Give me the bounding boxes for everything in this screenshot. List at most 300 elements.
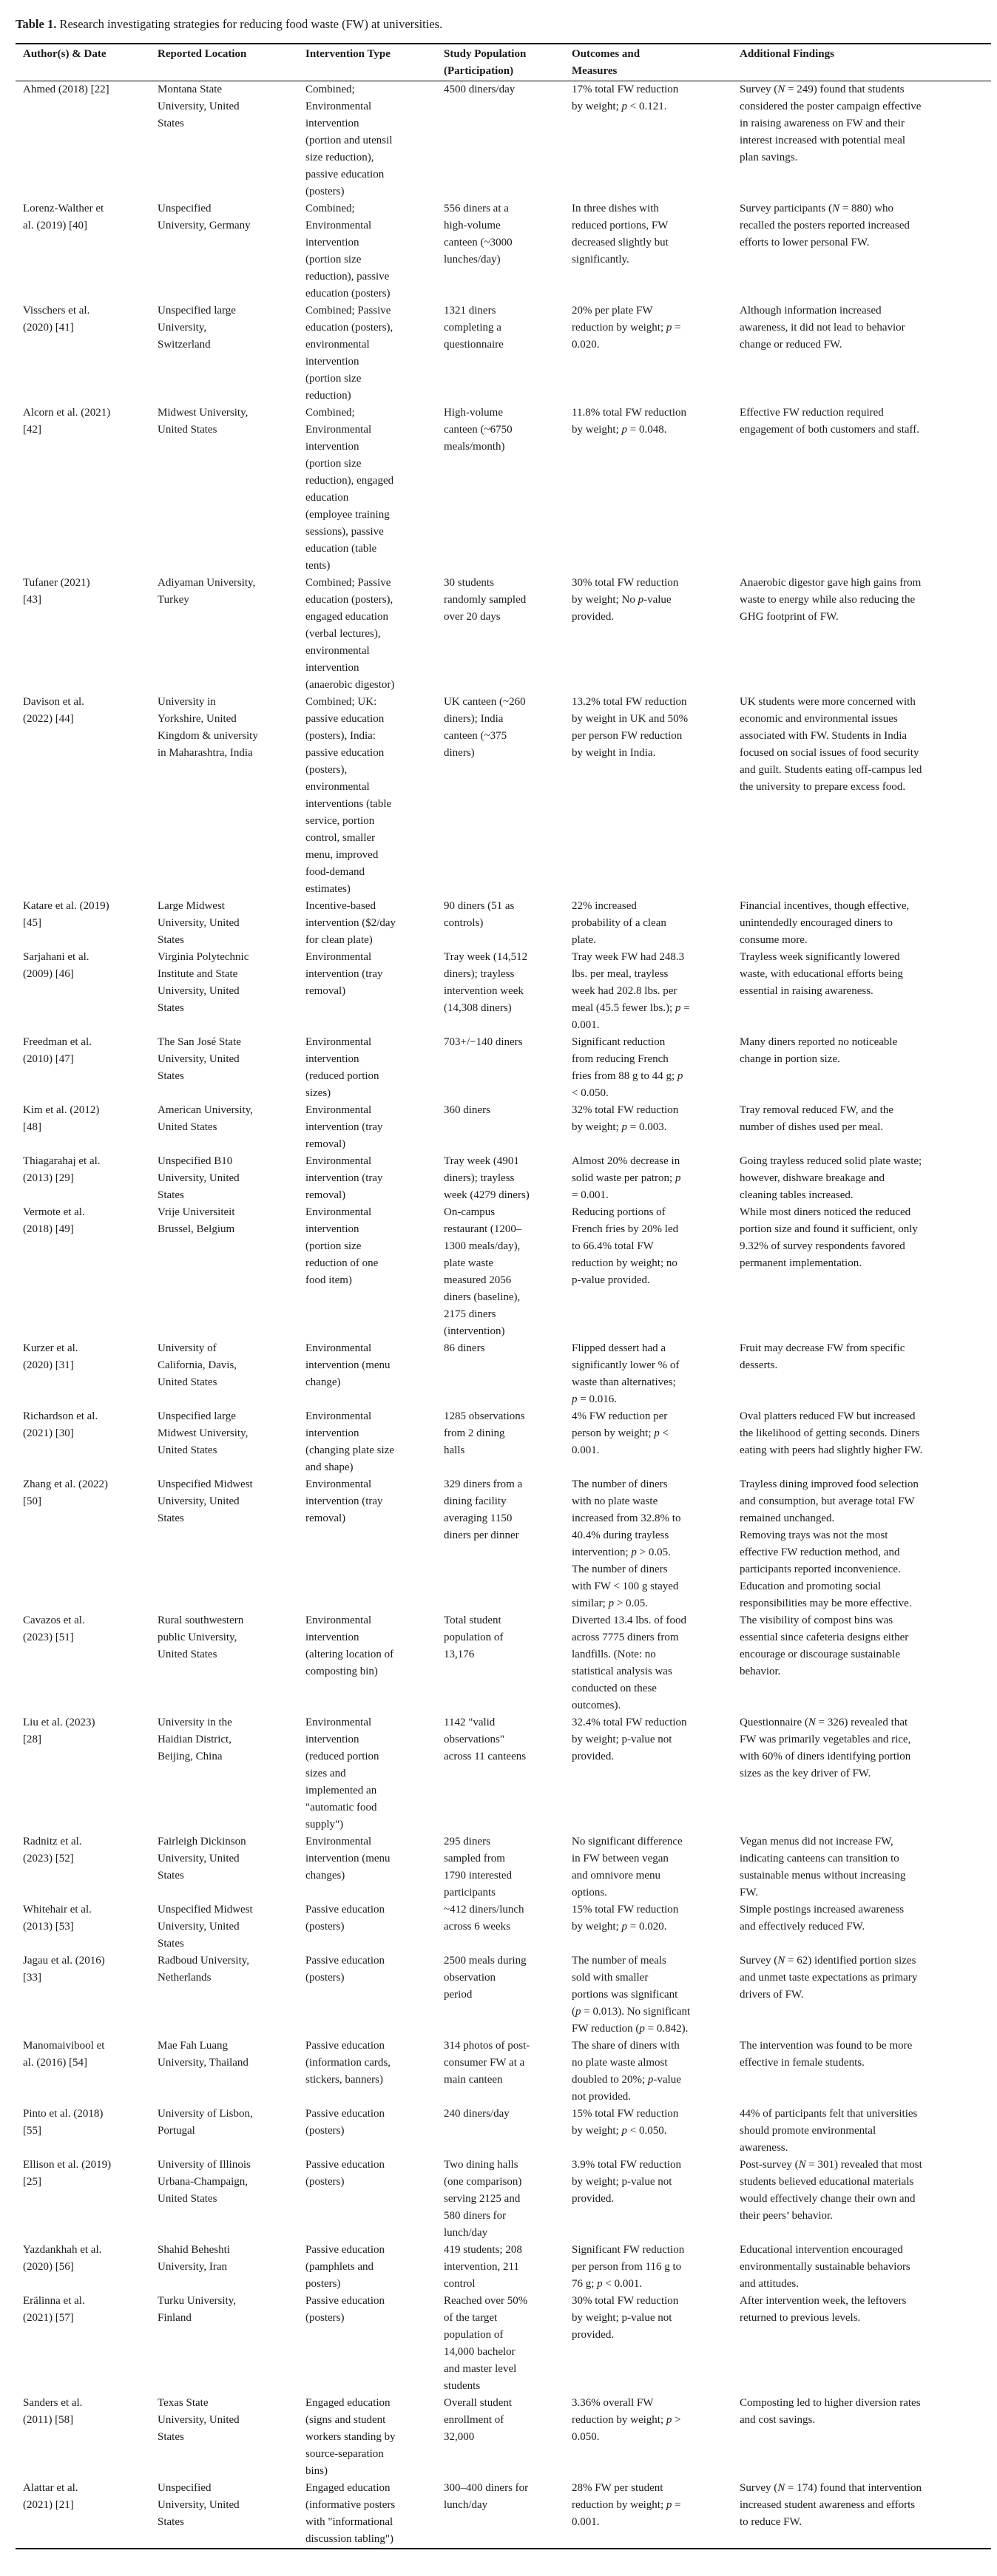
text-line: 30 students: [444, 577, 494, 589]
cell-intervention-type: [298, 575, 436, 694]
text-line: States: [158, 2431, 184, 2443]
text-line: University of Illinois: [158, 2159, 251, 2171]
cell-reported-location: [150, 575, 298, 694]
cell-study-population: [436, 2157, 564, 2242]
text-line: Educational intervention encouraged: [740, 2244, 903, 2256]
text-line: plate waste: [444, 1257, 494, 1269]
text-line: Significant reduction: [572, 1036, 666, 1048]
text-line: Yorkshire, United: [158, 713, 237, 725]
text-line: Reached over 50%: [444, 2295, 528, 2307]
cell-outcomes-measures: [564, 2106, 732, 2157]
cell-author-date: [16, 694, 150, 898]
cell-author-date: [16, 2038, 150, 2106]
text-line: University in: [158, 696, 216, 708]
cell-reported-location: [150, 1204, 298, 1340]
text-line: conducted on these: [572, 1683, 657, 1694]
table-bottom-rule: [16, 2548, 991, 2549]
cell-intervention-type: [298, 2038, 436, 2106]
text-line: University of Lisbon,: [158, 2108, 253, 2120]
cell-study-population: [436, 694, 564, 898]
text-line: population of: [444, 2329, 504, 2341]
text-line: 3.9% total FW reduction: [572, 2159, 682, 2171]
text-line: service, portion: [305, 815, 375, 827]
cell-study-population: [436, 1476, 564, 1612]
text-line: the university to prepare excess food.: [740, 781, 906, 793]
text-line: States: [158, 2516, 184, 2528]
text-line: Tray week FW had 248.3: [572, 951, 685, 963]
text-line: high-volume: [444, 220, 501, 231]
text-line: (changing plate size: [305, 1444, 394, 1456]
text-line: waste, with educational efforts being: [740, 968, 903, 980]
cell-reported-location: [150, 2293, 298, 2395]
table-row: [16, 1714, 991, 1833]
text-line: intervention: [305, 356, 359, 368]
header-study-population: [436, 46, 564, 80]
text-line: Radboud University,: [158, 1955, 250, 1967]
text-line: Questionnaire (N = 326) revealed that: [740, 1717, 908, 1728]
text-line: across 6 weeks: [444, 1921, 510, 1933]
text-line: [42]: [23, 424, 41, 436]
text-line: (2020) [31]: [23, 1359, 74, 1371]
cell-reported-location: [150, 1102, 298, 1153]
cell-author-date: [16, 2480, 150, 2548]
text-line: Portugal: [158, 2125, 195, 2137]
cell-reported-location: [150, 1833, 298, 1901]
cell-intervention-type: [298, 1476, 436, 1612]
text-line: 0.050.: [572, 2431, 600, 2443]
text-line: Midwest University,: [158, 407, 249, 419]
cell-author-date: [16, 2157, 150, 2242]
cell-additional-findings: [732, 1953, 991, 2038]
cell-study-population: [436, 2480, 564, 2548]
text-line: Unspecified B10: [158, 1155, 233, 1167]
text-line: public University,: [158, 1632, 237, 1643]
text-line: (Participation): [444, 65, 514, 77]
cell-outcomes-measures: [564, 694, 732, 898]
text-line: UK students were more concerned with: [740, 696, 916, 708]
cell-additional-findings: [732, 694, 991, 898]
text-line: completing a: [444, 322, 501, 334]
text-line: < 0.050.: [572, 1087, 609, 1099]
text-line: behavior.: [740, 1666, 781, 1677]
text-line: across 11 canteens: [444, 1751, 527, 1762]
text-line: (2023) [51]: [23, 1632, 74, 1643]
text-line: intervention: [305, 237, 359, 249]
cell-intervention-type: [298, 1408, 436, 1476]
cell-author-date: [16, 1034, 150, 1102]
cell-outcomes-measures: [564, 575, 732, 694]
text-line: Whitehair et al.: [23, 1904, 92, 1916]
cell-study-population: [436, 2106, 564, 2157]
cell-intervention-type: [298, 1153, 436, 1204]
text-line: Engaged education: [305, 2482, 391, 2494]
text-line: should promote environmental: [740, 2125, 876, 2137]
text-line: Combined; Passive: [305, 305, 391, 317]
text-line: increased student awareness and efforts: [740, 2499, 916, 2511]
text-line: sampled from: [444, 1853, 505, 1865]
table-row: [16, 1034, 991, 1102]
cell-outcomes-measures: [564, 898, 732, 949]
text-line: Ahmed (2018) [22]: [23, 84, 109, 95]
cell-reported-location: [150, 694, 298, 898]
text-line: (2011) [58]: [23, 2414, 74, 2426]
research-table: [16, 43, 991, 2549]
text-line: food-demand: [305, 866, 365, 878]
text-line: (2009) [46]: [23, 968, 74, 980]
cell-reported-location: [150, 2157, 298, 2242]
text-line: from reducing French: [572, 1053, 669, 1065]
cell-outcomes-measures: [564, 2038, 732, 2106]
header-intervention-type: [298, 46, 436, 80]
text-line: control: [444, 2278, 476, 2290]
text-line: provided.: [572, 611, 615, 623]
text-line: Tufaner (2021): [23, 577, 90, 589]
text-line: to reduce FW.: [740, 2516, 802, 2528]
text-line: Passive education: [305, 2040, 385, 2052]
text-line: (signs and student: [305, 2414, 386, 2426]
cell-intervention-type: [298, 1953, 436, 2038]
text-line: significantly lower % of: [572, 1359, 680, 1371]
text-line: sizes as the key driver of FW.: [740, 1768, 871, 1779]
cell-reported-location: [150, 200, 298, 302]
text-line: environmentally sustainable behaviors: [740, 2261, 910, 2273]
text-line: Environmental: [305, 1478, 372, 1490]
text-line: University, United: [158, 1172, 240, 1184]
text-line: 703+/−140 diners: [444, 1036, 523, 1048]
text-line: education (posters): [305, 288, 391, 300]
cell-reported-location: [150, 2038, 298, 2106]
cell-study-population: [436, 1953, 564, 2038]
text-line: cleaning tables increased.: [740, 1189, 854, 1201]
text-line: University in the: [158, 1717, 232, 1728]
text-line: education (table: [305, 543, 377, 555]
text-line: intervention: [305, 441, 359, 453]
text-line: Vermote et al.: [23, 1206, 85, 1218]
text-line: (2020) [56]: [23, 2261, 74, 2273]
text-line: environmental: [305, 645, 370, 657]
text-line: drivers of FW.: [740, 1989, 804, 2001]
text-line: (posters): [305, 2176, 345, 2188]
cell-study-population: [436, 1612, 564, 1714]
text-line: Virginia Polytechnic: [158, 951, 249, 963]
text-line: FW reduction (p = 0.842).: [572, 2023, 689, 2035]
table-row: [16, 1953, 991, 2038]
text-line: Passive education: [305, 1955, 385, 1967]
text-line: (14,308 diners): [444, 1002, 512, 1014]
text-line: reduction by weight; p =: [572, 2499, 681, 2511]
text-line: passive education: [305, 747, 385, 759]
text-line: (reduced portion: [305, 1070, 379, 1082]
text-line: intervention: [305, 1632, 359, 1643]
text-line: Shahid Beheshti: [158, 2244, 230, 2256]
text-line: [43]: [23, 594, 41, 606]
text-line: engagement of both customers and staff.: [740, 424, 919, 436]
text-line: Urbana-Champaign,: [158, 2176, 249, 2188]
cell-additional-findings: [732, 1408, 991, 1476]
text-line: Pinto et al. (2018): [23, 2108, 104, 2120]
text-line: Unspecified: [158, 2482, 212, 2494]
cell-outcomes-measures: [564, 2395, 732, 2480]
text-line: (portion size: [305, 373, 362, 385]
cell-outcomes-measures: [564, 1102, 732, 1153]
text-line: by weight; p = 0.003.: [572, 1121, 667, 1133]
text-line: Zhang et al. (2022): [23, 1478, 108, 1490]
text-line: portion size and found it sufficient, only: [740, 1223, 918, 1235]
text-line: Institute and State: [158, 968, 238, 980]
text-line: Education and promoting social: [740, 1581, 882, 1592]
text-line: University, United: [158, 101, 240, 112]
text-line: lunches/day): [444, 254, 501, 266]
text-line: in raising awareness on FW and their: [740, 118, 905, 129]
table-row: [16, 1612, 991, 1714]
text-line: over 20 days: [444, 611, 501, 623]
text-line: Alcorn et al. (2021): [23, 407, 111, 419]
text-line: solid waste per patron; p: [572, 1172, 681, 1184]
text-line: Intervention Type: [305, 48, 391, 60]
cell-intervention-type: [298, 2106, 436, 2157]
text-line: Passive education: [305, 2159, 385, 2171]
text-line: awareness, it did not lead to behavior: [740, 322, 905, 334]
cell-intervention-type: [298, 2157, 436, 2242]
text-line: 419 students; 208: [444, 2244, 522, 2256]
text-line: options.: [572, 1887, 607, 1899]
text-line: Survey participants (N = 880) who: [740, 203, 894, 214]
text-line: estimates): [305, 883, 351, 895]
text-line: tents): [305, 560, 331, 572]
text-line: Kingdom & university: [158, 730, 258, 742]
text-line: Combined;: [305, 84, 355, 95]
text-line: FW was primarily vegetables and rice,: [740, 1734, 911, 1745]
text-line: 32% total FW reduction: [572, 1104, 679, 1116]
cell-author-date: [16, 81, 150, 200]
text-line: Unspecified large: [158, 305, 236, 317]
text-line: students: [444, 2380, 481, 2392]
text-line: Tray removal reduced FW, and the: [740, 1104, 894, 1116]
text-line: Outcomes and: [572, 48, 641, 60]
cell-outcomes-measures: [564, 2293, 732, 2395]
text-line: intervention (tray: [305, 1121, 383, 1133]
text-line: intervention: [305, 662, 359, 674]
text-line: (intervention): [444, 1325, 505, 1337]
text-line: [45]: [23, 917, 41, 929]
text-line: Katare et al. (2019): [23, 900, 109, 912]
text-line: focused on social issues of food security: [740, 747, 919, 759]
text-line: intervention, 211: [444, 2261, 519, 2273]
cell-intervention-type: [298, 302, 436, 405]
cell-additional-findings: [732, 1153, 991, 1204]
text-line: Environmental: [305, 1206, 372, 1218]
text-line: (2021) [57]: [23, 2312, 74, 2324]
text-line: University, Iran: [158, 2261, 227, 2273]
table-caption-text: Research investigating strategies for reducing food waste (FW) at universities.: [56, 17, 443, 31]
text-line: Environmental: [305, 220, 372, 231]
text-line: 90 diners (51 as: [444, 900, 515, 912]
cell-outcomes-measures: [564, 1612, 732, 1714]
cell-author-date: [16, 1901, 150, 1953]
text-line: Sarjahani et al.: [23, 951, 89, 963]
cell-study-population: [436, 2395, 564, 2480]
text-line: Passive education: [305, 2108, 385, 2120]
text-line: lunch/day: [444, 2499, 488, 2511]
text-line: The visibility of compost bins was: [740, 1615, 893, 1626]
text-line: [33]: [23, 1972, 41, 1984]
cell-intervention-type: [298, 898, 436, 949]
text-line: The San José State: [158, 1036, 241, 1048]
text-line: sizes and: [305, 1768, 346, 1779]
cell-outcomes-measures: [564, 2242, 732, 2293]
cell-reported-location: [150, 2242, 298, 2293]
text-line: Survey (N = 62) identified portion sizes: [740, 1955, 916, 1967]
cell-study-population: [436, 1408, 564, 1476]
text-line: The number of diners: [572, 1563, 668, 1575]
text-line: University, United: [158, 1921, 240, 1933]
text-line: States: [158, 1189, 184, 1201]
text-line: Beijing, China: [158, 1751, 223, 1762]
text-line: (portion size: [305, 1240, 362, 1252]
text-line: Mae Fah Luang: [158, 2040, 228, 2052]
text-line: States: [158, 1512, 184, 1524]
text-line: p-value provided.: [572, 1274, 650, 1286]
text-line: outcomes).: [572, 1700, 621, 1711]
text-line: (2022) [44]: [23, 713, 74, 725]
text-line: Environmental: [305, 1836, 372, 1848]
text-line: diners); trayless: [444, 1172, 515, 1184]
text-line: 240 diners/day: [444, 2108, 510, 2120]
text-line: Netherlands: [158, 1972, 212, 1984]
table-row: [16, 200, 991, 302]
text-line: Large Midwest: [158, 900, 225, 912]
text-line: (one comparison): [444, 2176, 522, 2188]
text-line: environmental: [305, 339, 370, 351]
cell-author-date: [16, 302, 150, 405]
text-line: considered the poster campaign effective: [740, 101, 922, 112]
table-header-row: [16, 44, 991, 81]
text-line: reduction by weight; no: [572, 1257, 677, 1269]
text-line: (2020) [41]: [23, 322, 74, 334]
text-line: (information cards,: [305, 2057, 391, 2069]
text-line: interventions (table: [305, 798, 392, 810]
text-line: Manomaivibool et: [23, 2040, 105, 2052]
text-line: Sanders et al.: [23, 2397, 83, 2409]
text-line: High-volume: [444, 407, 503, 419]
text-line: similar; p > 0.05.: [572, 1598, 649, 1609]
text-line: 20% per plate FW: [572, 305, 653, 317]
text-line: 1285 observations: [444, 1410, 525, 1422]
text-line: by weight; p = 0.020.: [572, 1921, 667, 1933]
text-line: interest increased with potential meal: [740, 135, 906, 146]
text-line: 580 diners for: [444, 2210, 507, 2222]
text-line: (p = 0.013). No significant: [572, 2006, 691, 2018]
text-line: Lorenz-Walther et: [23, 203, 104, 214]
text-line: ~412 diners/lunch: [444, 1904, 524, 1916]
text-line: Trayless dining improved food selection: [740, 1478, 919, 1490]
cell-study-population: [436, 1153, 564, 1204]
text-line: intervention (tray: [305, 1172, 383, 1184]
table-caption-label: Table 1.: [16, 17, 57, 31]
text-line: unintendedly encouraged diners to: [740, 917, 893, 929]
text-line: (2018) [49]: [23, 1223, 74, 1235]
text-line: Significant FW reduction: [572, 2244, 685, 2256]
cell-intervention-type: [298, 2242, 436, 2293]
cell-study-population: [436, 1204, 564, 1340]
table-row: [16, 898, 991, 949]
cell-intervention-type: [298, 405, 436, 575]
cell-reported-location: [150, 2480, 298, 2548]
text-line: Environmental: [305, 1615, 372, 1626]
text-line: Turkey: [158, 594, 189, 606]
text-line: significantly.: [572, 254, 629, 266]
text-line: Alattar et al.: [23, 2482, 78, 2494]
table-row: [16, 575, 991, 694]
cell-additional-findings: [732, 302, 991, 405]
text-line: California, Davis,: [158, 1359, 237, 1371]
text-line: Additional Findings: [740, 48, 834, 60]
cell-reported-location: [150, 1408, 298, 1476]
text-line: reduction): [305, 390, 351, 402]
text-line: 14,000 bachelor: [444, 2346, 516, 2358]
cell-outcomes-measures: [564, 1034, 732, 1102]
text-line: 1790 interested: [444, 1870, 513, 1882]
text-line: States: [158, 934, 184, 946]
text-line: The number of diners: [572, 1478, 668, 1490]
text-line: intervention: [305, 1734, 359, 1745]
text-line: Passive education: [305, 2295, 385, 2307]
cell-author-date: [16, 1833, 150, 1901]
text-line: consume more.: [740, 934, 808, 946]
cell-study-population: [436, 949, 564, 1034]
text-line: Survey (N = 174) found that intervention: [740, 2482, 922, 2494]
text-line: for clean plate): [305, 934, 373, 946]
text-line: halls: [444, 1444, 465, 1456]
text-line: across 7775 diners from: [572, 1632, 679, 1643]
text-line: Brussel, Belgium: [158, 1223, 235, 1235]
text-line: questionnaire: [444, 339, 504, 351]
text-line: education (posters),: [305, 322, 393, 334]
text-line: source-separation: [305, 2448, 384, 2460]
text-line: Liu et al. (2023): [23, 1717, 95, 1728]
text-line: permanent implementation.: [740, 1257, 862, 1269]
text-line: eating with peers had slightly higher FW.: [740, 1444, 923, 1456]
text-line: Flipped dessert had a: [572, 1342, 666, 1354]
text-line: from 2 dining: [444, 1427, 505, 1439]
cell-additional-findings: [732, 1204, 991, 1340]
text-line: Montana State: [158, 84, 223, 95]
text-line: (verbal lectures),: [305, 628, 381, 640]
text-line: and master level: [444, 2363, 517, 2375]
text-line: sold with smaller: [572, 1972, 649, 1984]
text-line: by weight; No p-value: [572, 594, 672, 606]
text-line: 3.36% overall FW: [572, 2397, 654, 2409]
table-row: [16, 694, 991, 898]
cell-intervention-type: [298, 1901, 436, 1953]
cell-intervention-type: [298, 1612, 436, 1714]
text-line: Total student: [444, 1615, 501, 1626]
text-line: per person FW reduction: [572, 730, 683, 742]
text-line: University, United: [158, 985, 240, 997]
text-line: (2010) [47]: [23, 1053, 74, 1065]
text-line: (posters), India:: [305, 730, 376, 742]
cell-additional-findings: [732, 2242, 991, 2293]
cell-study-population: [436, 81, 564, 200]
text-line: al. (2016) [54]: [23, 2057, 88, 2069]
text-line: 314 photos of post-: [444, 2040, 530, 2052]
text-line: week had 202.8 lbs. per: [572, 985, 677, 997]
text-line: period: [444, 1989, 473, 2001]
text-line: portions was significant: [572, 1989, 678, 2001]
cell-author-date: [16, 2293, 150, 2395]
cell-author-date: [16, 1953, 150, 2038]
text-line: waste than alternatives;: [572, 1376, 676, 1388]
